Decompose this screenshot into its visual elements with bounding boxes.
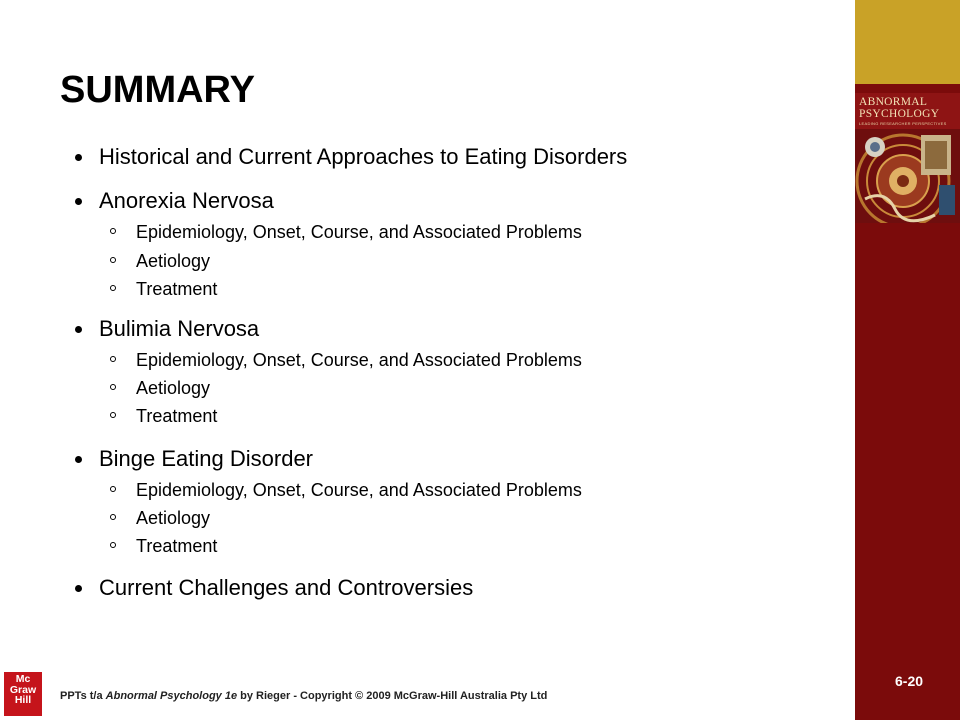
outline-subitem-text: Aetiology <box>136 251 211 271</box>
footer-copyright <box>60 690 547 702</box>
book-cover-artwork <box>855 129 960 223</box>
book-cover-image <box>855 93 960 223</box>
outline-item-text: Anorexia Nervosa <box>99 188 274 213</box>
page-number: 6-20 <box>895 673 924 689</box>
outline-subitem-text: Epidemiology, Onset, Course, and Associated Problems <box>136 222 582 242</box>
bullet-ring-icon <box>110 257 116 263</box>
outline-subitem-text: Epidemiology, Onset, Course, and Associated Problems <box>136 480 582 500</box>
outline-subitem-text: Treatment <box>136 279 218 299</box>
bullet-dot-icon <box>75 326 82 333</box>
logo-line: Hill <box>14 694 32 706</box>
outline-subitem-text: Epidemiology, Onset, Course, and Associated Problems <box>136 350 582 370</box>
footer-book-title: Abnormal Psychology 1e <box>105 690 238 702</box>
outline-item-text: Binge Eating Disorder <box>99 446 314 471</box>
outline-subitem-text: Aetiology <box>136 378 211 398</box>
bullet-ring-icon <box>110 356 116 362</box>
bullet-dot-icon <box>75 198 82 205</box>
bullet-ring-icon <box>110 384 116 390</box>
book-cover-title <box>859 96 959 120</box>
bullet-dot-icon <box>75 154 82 161</box>
outline-subitem-text: Treatment <box>136 536 218 556</box>
outline-item <box>99 188 274 214</box>
book-cover-subtitle: LEADING RESEARCHER PERSPECTIVES <box>859 121 947 126</box>
outline-item <box>99 446 313 472</box>
outline-subitem <box>136 250 210 272</box>
book-cover-title-line2: PSYCHOLOGY <box>859 108 940 120</box>
outline-subitem <box>136 535 217 557</box>
outline-subitem-text: Treatment <box>136 406 218 426</box>
bullet-ring-icon <box>110 285 116 291</box>
bullet-dot-icon <box>75 585 82 592</box>
outline-subitem <box>136 479 582 501</box>
bullet-ring-icon <box>110 514 116 520</box>
bullet-ring-icon <box>110 542 116 548</box>
outline-item <box>99 575 473 601</box>
mcgraw-hill-logo <box>4 672 42 716</box>
slide-title: SUMMARY <box>60 69 255 111</box>
outline-item-text: Historical and Current Approaches to Eating Disorders <box>99 144 628 169</box>
footer-prefix: PPTs t/a <box>60 690 106 702</box>
book-cover-title-line1: ABNORMAL <box>859 96 928 108</box>
outline-item-text: Current Challenges and Controversies <box>99 575 474 600</box>
logo-line: Graw <box>9 683 37 696</box>
sidebar-gold-band <box>855 0 960 84</box>
outline-subitem <box>136 349 582 371</box>
bullet-ring-icon <box>110 412 116 418</box>
bullet-dot-icon <box>75 456 82 463</box>
outline-subitem <box>136 507 210 529</box>
outline-item-text: Bulimia Nervosa <box>99 316 260 341</box>
outline-item <box>99 144 627 170</box>
logo-line: Mc <box>15 673 31 685</box>
outline-subitem <box>136 278 217 300</box>
footer-suffix: by Rieger - Copyright © 2009 McGraw-Hill Australia Pty Ltd <box>237 690 548 702</box>
bullet-ring-icon <box>110 228 116 234</box>
outline-subitem <box>136 377 210 399</box>
outline-subitem-text: Aetiology <box>136 508 211 528</box>
outline-item <box>99 316 259 342</box>
outline-subitem <box>136 405 217 427</box>
bullet-ring-icon <box>110 486 116 492</box>
outline-subitem <box>136 221 582 243</box>
